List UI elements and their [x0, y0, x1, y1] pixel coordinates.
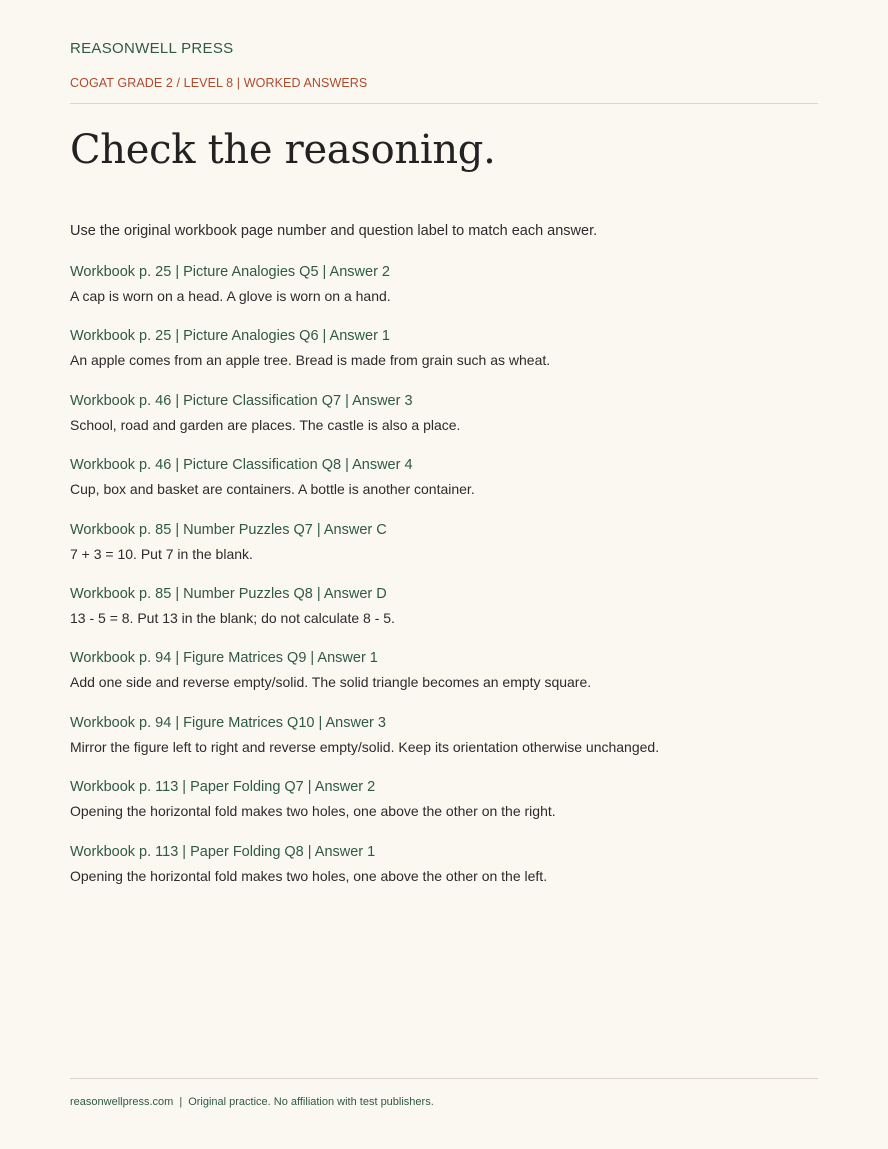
answer-explanation: Mirror the figure left to right and reverse empty/solid. Keep its orientation otherwise unchanged.: [70, 738, 660, 755]
answer-item: [70, 263, 818, 327]
answer-label: Workbook p. 94 | Figure Matrices Q9 | Answer 1: [70, 650, 378, 667]
answer-explanation: Opening the horizontal fold makes two holes, one above the other on the left.: [70, 867, 548, 884]
header-divider: [70, 103, 818, 104]
answer-label: Workbook p. 46 | Picture Classification Q7 | Answer 3: [70, 392, 413, 409]
document-page: [70, 0, 818, 1149]
answer-label: Workbook p. 85 | Number Puzzles Q8 | Answer D: [70, 585, 387, 602]
answer-item: [70, 327, 818, 391]
footer-disclaimer: Original practice. No affiliation with test publishers.: [188, 1096, 434, 1108]
answer-item: [70, 714, 818, 778]
answer-label: Workbook p. 25 | Picture Analogies Q6 | Answer 1: [70, 328, 390, 345]
answer-explanation: School, road and garden are places. The castle is also a place.: [70, 416, 461, 433]
answer-list: [70, 263, 818, 907]
section-kicker: COGAT GRADE 2 / LEVEL 8 | WORKED ANSWERS: [70, 76, 368, 90]
answer-item: [70, 392, 818, 456]
answer-label: Workbook p. 94 | Figure Matrices Q10 | Answer 3: [70, 714, 386, 731]
answer-label: Workbook p. 85 | Number Puzzles Q7 | Answer C: [70, 521, 387, 538]
intro-text: Use the original workbook page number and question label to match each answer.: [70, 223, 598, 239]
answer-item: [70, 521, 818, 585]
footer-separator: |: [179, 1096, 183, 1108]
answer-label: Workbook p. 113 | Paper Folding Q8 | Answer 1: [70, 843, 376, 860]
page-title: Check the reasoning.: [70, 127, 496, 173]
answer-label: Workbook p. 46 | Picture Classification Q8 | Answer 4: [70, 457, 413, 474]
answer-explanation: Add one side and reverse empty/solid. The solid triangle becomes an empty square.: [70, 674, 592, 691]
footer-site: reasonwellpress.com: [70, 1096, 174, 1108]
answer-explanation: 7 + 3 = 10. Put 7 in the blank.: [70, 545, 253, 562]
answer-label: Workbook p. 113 | Paper Folding Q7 | Answer 2: [70, 779, 376, 796]
answer-explanation: An apple comes from an apple tree. Bread is made from grain such as wheat.: [70, 352, 551, 369]
answer-item: [70, 778, 818, 842]
answer-explanation: Opening the horizontal fold makes two holes, one above the other on the right.: [70, 803, 556, 820]
answer-label: Workbook p. 25 | Picture Analogies Q5 | Answer 2: [70, 264, 390, 280]
answer-explanation: Cup, box and basket are containers. A bottle is another container.: [70, 481, 475, 498]
answer-explanation: 13 - 5 = 8. Put 13 in the blank; do not calculate 8 - 5.: [70, 609, 395, 626]
answer-item: [70, 456, 818, 520]
answer-explanation: A cap is worn on a head. A glove is worn on a hand.: [70, 288, 391, 304]
page-footer: [70, 1095, 434, 1109]
answer-item: [70, 843, 818, 907]
answer-item: [70, 649, 818, 713]
brand-name: REASONWELL PRESS: [70, 40, 234, 57]
answer-item: [70, 585, 818, 649]
footer-divider: [70, 1078, 818, 1079]
